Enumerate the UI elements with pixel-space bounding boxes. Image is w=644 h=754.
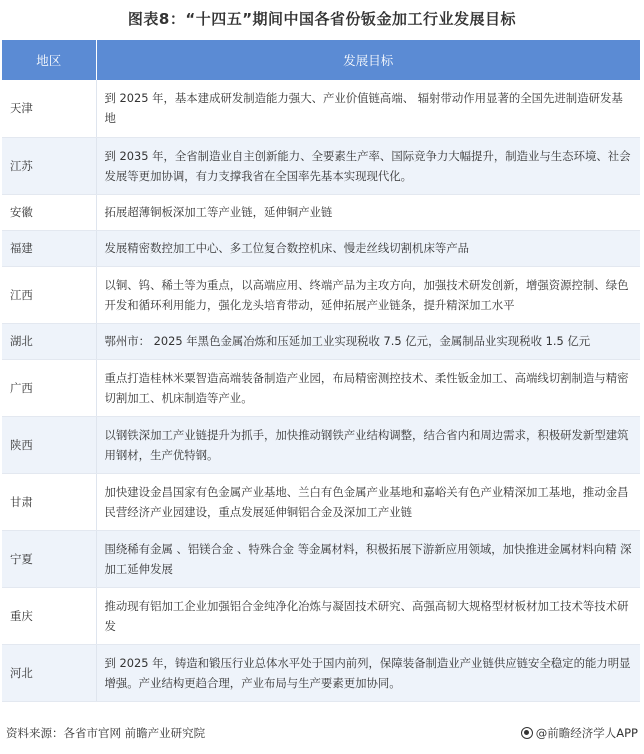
goal-cell: 发展精密数控加工中心、多工位复合数控机床、慢走丝线切割机床等产品	[96, 230, 640, 266]
goal-cell: 推动现有铝加工企业加强铝合金纯净化冶炼与凝固技术研究、高强高韧大规格型材板材加工技术等技术研发	[96, 587, 640, 644]
table-row	[2, 644, 640, 701]
goal-cell: 以钢铁深加工产业链提升为抓手，加快推动钢铁产业结构调整，结合省内和周边需求，积极研发新型建筑用钢材，生产优特钢。	[96, 416, 640, 473]
region-cell: 重庆	[2, 587, 96, 644]
region-cell: 陕西	[2, 416, 96, 473]
table-row	[2, 80, 640, 137]
region-cell: 广西	[2, 359, 96, 416]
goals-table	[2, 40, 640, 702]
table-body	[2, 80, 640, 701]
table-row	[2, 266, 640, 323]
table-row	[2, 473, 640, 530]
chart-title: 图表8：“十四五”期间中国各省份钣金加工行业发展目标	[127, 10, 517, 28]
region-cell: 天津	[2, 80, 96, 137]
region-cell: 河北	[2, 644, 96, 701]
table-row	[2, 194, 640, 230]
region-cell: 安徽	[2, 194, 96, 230]
table-row	[2, 359, 640, 416]
source-note: 资料来源：各省市官网 前瞻产业研究院	[6, 726, 206, 740]
table-row	[2, 530, 640, 587]
brand-label: @前瞻经济学人APP	[535, 726, 638, 740]
footer	[6, 725, 638, 745]
table-row	[2, 137, 640, 194]
goal-cell: 到 2035 年，全省制造业自主创新能力、全要素生产率、国际竞争力大幅提升，制造业与生态环境、社会发展等更加协调，有力支撑我省在全国率先基本实现现代化。	[96, 137, 640, 194]
region-cell: 福建	[2, 230, 96, 266]
table-row	[2, 230, 640, 266]
header-goal: 发展目标	[96, 40, 640, 80]
region-cell: 宁夏	[2, 530, 96, 587]
region-cell: 湖北	[2, 323, 96, 359]
region-cell: 江苏	[2, 137, 96, 194]
goal-cell: 加快建设金昌国家有色金属产业基地、兰白有色金属产业基地和嘉峪关有色产业精深加工基地，推动金昌民营经济产业园建设，重点发展延伸铜铝合金及深加工产业链	[96, 473, 640, 530]
goals-table-container	[2, 40, 640, 702]
goal-cell: 以铜、钨、稀土等为重点，以高端应用、终端产品为主攻方向，加强技术研发创新，增强资源控制、绿色开发和循环利用能力，强化龙头培育带动，延伸拓展产业链条，提升精深加工水平	[96, 266, 640, 323]
goal-cell: 到 2025 年，铸造和锻压行业总体水平处于国内前列，保障装备制造业产业链供应链安全稳定的能力明显增强。产业结构更趋合理，产业布局与生产要素更加协同。	[96, 644, 640, 701]
goal-cell: 重点打造桂林米粟智造高端装备制造产业园，布局精密测控技术、柔性钣金加工、高端线切割制造与精密切割加工、机床制造等产业。	[96, 359, 640, 416]
goal-cell: 到 2025 年，基本建成研发制造能力强大、产业价值链高端、 辐射带动作用显著的全国先进制造研发基地	[96, 80, 640, 137]
table-row	[2, 323, 640, 359]
region-cell: 江西	[2, 266, 96, 323]
goal-cell: 拓展超薄铜板深加工等产业链，延伸铜产业链	[96, 194, 640, 230]
region-cell: 甘肃	[2, 473, 96, 530]
table-row	[2, 587, 640, 644]
goal-cell: 鄂州市： 2025 年黑色金属冶炼和压延加工业实现税收 7.5 亿元，金属制品业实现税收 1.5 亿元	[96, 323, 640, 359]
table-row	[2, 416, 640, 473]
header-region: 地区	[2, 40, 96, 80]
brand-mark	[521, 725, 638, 741]
brand-logo-icon	[521, 727, 533, 739]
table-header-row	[2, 40, 640, 80]
goal-cell: 围绕稀有金属 、铝镁合金 、特殊合金 等金属材料，积极拓展下游新应用领域，加快推进金属材料向精 深加工延伸发展	[96, 530, 640, 587]
